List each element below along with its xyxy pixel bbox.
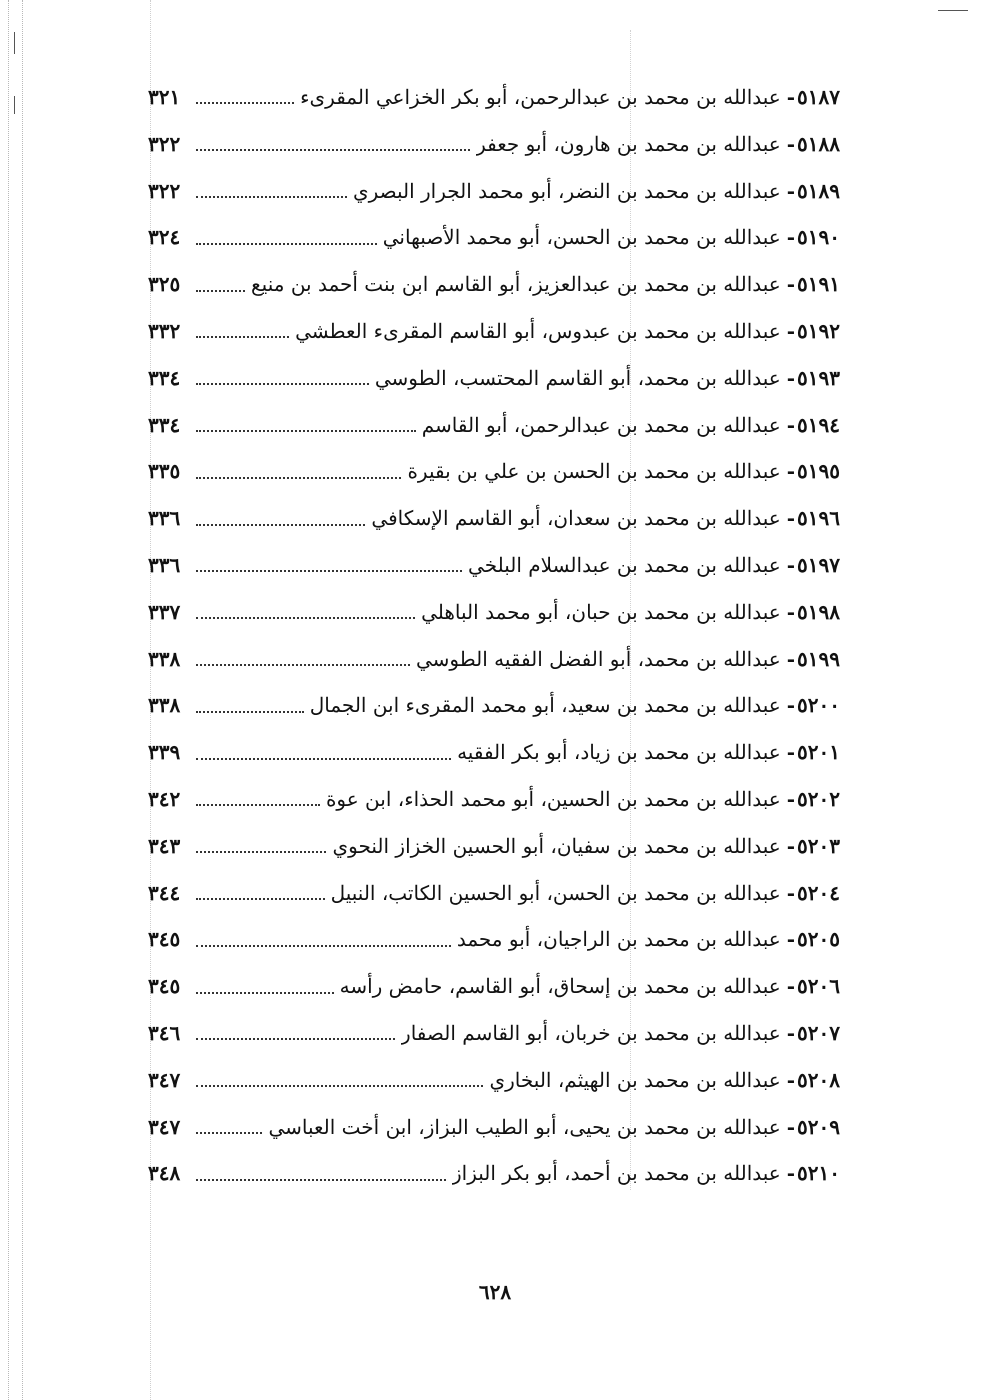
entry-separator: - [786, 506, 796, 531]
entry-page-number: ٣٣٥ [148, 459, 181, 484]
entry-number: ٥١٨٨ [797, 131, 840, 156]
entry-title: عبدالله بن محمد بن حبان، أبو محمد الباهلي [421, 599, 781, 624]
entry-number: ٥١٩٢ [797, 318, 840, 343]
entry-number: ٥١٩٥ [797, 459, 840, 484]
entry-separator: - [786, 599, 796, 624]
entry-page-number: ٣٤٣ [148, 833, 181, 858]
toc-entry [148, 1104, 840, 1151]
entry-title: عبدالله بن محمد بن عبدوس، أبو القاسم المقرىء العطشي [295, 318, 781, 343]
entry-number: ٥١٨٩ [797, 178, 840, 203]
dot-leader [196, 383, 369, 385]
toc-entry [148, 963, 840, 1010]
entry-separator: - [786, 552, 796, 577]
entry-page-number: ٣٢٢ [148, 131, 181, 156]
entry-page-number: ٣٣٤ [148, 365, 181, 390]
toc-entry [148, 776, 840, 823]
entry-title: عبدالله بن محمد بن عبدالعزيز، أبو القاسم ابن بنت أحمد بن منيع [251, 272, 781, 297]
entry-page-number: ٣٤٢ [148, 786, 181, 811]
entry-title: عبدالله بن محمد بن أحمد، أبو بكر البزاز [452, 1161, 781, 1186]
toc-entry [148, 74, 840, 121]
toc-entry [148, 729, 840, 776]
toc-entry [148, 589, 840, 636]
entry-number: ٥٢١٠ [797, 1161, 840, 1186]
scan-mark [14, 32, 15, 54]
entry-separator: - [786, 786, 796, 811]
entry-number: ٥٢٠٣ [797, 833, 840, 858]
entry-title: عبدالله بن محمد بن خربان، أبو القاسم الصفار [401, 1020, 781, 1045]
dot-leader [196, 945, 451, 947]
entry-page-number: ٣٣٦ [148, 552, 181, 577]
entry-number: ٥٢٠٤ [797, 880, 840, 905]
entry-number: ٥٢٠٧ [797, 1020, 840, 1045]
entry-page-number: ٣٤٦ [148, 1020, 181, 1045]
entry-title: عبدالله بن محمد، أبو الفضل الفقيه الطوسي [416, 646, 781, 671]
entry-number: ٥١٩٦ [797, 506, 840, 531]
scan-mark [938, 10, 968, 11]
entry-title: عبدالله بن محمد بن سفيان، أبو الحسين الخزاز النحوي [332, 833, 781, 858]
dot-leader [196, 711, 304, 713]
entry-number: ٥١٩٤ [797, 412, 840, 437]
dot-leader [196, 758, 451, 760]
entry-title: عبدالله بن محمد بن زياد، أبو بكر الفقيه [457, 740, 781, 765]
entry-page-number: ٣٢٥ [148, 272, 181, 297]
toc-entry [148, 355, 840, 402]
dot-leader [196, 430, 416, 432]
page-number: ٦٢٨ [478, 1280, 512, 1304]
entry-number: ٥٢٠٩ [797, 1114, 840, 1139]
entry-separator: - [786, 459, 796, 484]
toc-entry [148, 121, 840, 168]
entry-separator: - [786, 318, 796, 343]
toc-entry [148, 261, 840, 308]
toc-entry [148, 168, 840, 215]
entry-title: عبدالله بن محمد بن الحسن، أبو محمد الأصبهاني [382, 225, 781, 250]
entry-number: ٥٢٠٦ [797, 974, 840, 999]
entry-page-number: ٣٣٨ [148, 646, 181, 671]
scan-guide-line [8, 0, 9, 1400]
entry-title: عبدالله بن محمد بن الحسن، أبو الحسين الكاتب، النبيل [330, 880, 781, 905]
scan-guide-line [22, 0, 23, 1400]
dot-leader [196, 524, 365, 526]
toc-entry [148, 1150, 840, 1197]
entry-separator: - [786, 833, 796, 858]
entry-title: عبدالله بن محمد بن هارون، أبو جعفر [476, 131, 781, 156]
entry-number: ٥١٩٠ [797, 225, 840, 250]
entry-page-number: ٣٢٤ [148, 225, 181, 250]
entry-separator: - [786, 740, 796, 765]
entry-number: ٥٢٠١ [797, 740, 840, 765]
entry-page-number: ٣٤٧ [148, 1114, 181, 1139]
entry-page-number: ٣٤٥ [148, 974, 181, 999]
dot-leader [196, 1179, 446, 1181]
entry-number: ٥٢٠٠ [797, 693, 840, 718]
dot-leader [196, 336, 289, 338]
entry-page-number: ٣٤٥ [148, 927, 181, 952]
entry-title: عبدالله بن محمد بن عبدالرحمن، أبو القاسم [421, 412, 781, 437]
entry-separator: - [786, 693, 796, 718]
dot-leader [196, 102, 294, 104]
entry-title: عبدالله بن محمد بن النضر، أبو محمد الجرار البصري [352, 178, 781, 203]
entry-title: عبدالله بن محمد بن عبدالسلام البلخي [468, 552, 781, 577]
entry-page-number: ٣٣٨ [148, 693, 181, 718]
entry-separator: - [786, 272, 796, 297]
toc-entry [148, 1057, 840, 1104]
entry-title: عبدالله بن محمد بن سعيد، أبو محمد المقرىء ابن الجمال [309, 693, 781, 718]
entry-title: عبدالله بن محمد بن الهيثم، البخاري [489, 1067, 781, 1092]
dot-leader [196, 477, 401, 479]
toc-entry [148, 1010, 840, 1057]
entry-page-number: ٣٣٧ [148, 599, 181, 624]
dot-leader [196, 664, 410, 666]
entry-separator: - [786, 131, 796, 156]
dot-leader [196, 243, 377, 245]
entry-title: عبدالله بن محمد بن الراجيان، أبو محمد [456, 927, 781, 952]
entry-number: ٥١٩٩ [797, 646, 840, 671]
entry-title: عبدالله بن محمد بن الحسين، أبو محمد الحذاء، ابن عوة [325, 786, 781, 811]
toc-entry [148, 448, 840, 495]
entry-separator: - [786, 1114, 796, 1139]
entry-separator: - [786, 927, 796, 952]
toc-entry [148, 402, 840, 449]
dot-leader [196, 898, 325, 900]
entry-separator: - [786, 1067, 796, 1092]
entry-separator: - [786, 85, 796, 109]
entry-page-number: ٣٣٢ [148, 318, 181, 343]
toc-entry [148, 542, 840, 589]
table-of-contents [148, 74, 840, 1197]
entry-separator: - [786, 646, 796, 671]
entry-separator: - [786, 880, 796, 905]
entry-separator: - [786, 1020, 796, 1045]
entry-page-number: ٣٣٦ [148, 506, 181, 531]
dot-leader [196, 1038, 395, 1040]
entry-page-number: ٣٤٨ [148, 1161, 181, 1186]
entry-number: ٥١٩٨ [797, 599, 840, 624]
toc-entry [148, 308, 840, 355]
toc-entry [148, 682, 840, 729]
entry-page-number: ٣٢١ [148, 85, 181, 109]
toc-entry [148, 214, 840, 261]
entry-title: عبدالله بن محمد بن عبدالرحمن، أبو بكر الخزاعي المقرىء [300, 85, 781, 109]
dot-leader [196, 570, 462, 572]
entry-page-number: ٣٣٤ [148, 412, 181, 437]
entry-page-number: ٣٢٢ [148, 178, 181, 203]
entry-title: عبدالله بن محمد بن الحسن بن علي بن بقيرة [407, 459, 781, 484]
dot-leader [196, 804, 320, 806]
entry-separator: - [786, 412, 796, 437]
entry-separator: - [786, 365, 796, 390]
entry-number: ٥٢٠٨ [797, 1067, 840, 1092]
entry-separator: - [786, 225, 796, 250]
entry-page-number: ٣٤٤ [148, 880, 181, 905]
dot-leader [196, 196, 347, 198]
toc-entry [148, 870, 840, 917]
dot-leader [196, 290, 245, 292]
entry-number: ٥١٩٧ [797, 552, 840, 577]
entry-title: عبدالله بن محمد، أبو القاسم المحتسب، الطوسي [374, 365, 781, 390]
dot-leader [196, 1132, 262, 1134]
toc-entry [148, 495, 840, 542]
entry-separator: - [786, 1161, 796, 1186]
entry-title: عبدالله بن محمد بن يحيى، أبو الطيب البزاز، ابن أخت العباسي [268, 1114, 781, 1139]
dot-leader [196, 1085, 483, 1087]
entry-title: عبدالله بن محمد بن سعدان، أبو القاسم الإسكافي [371, 506, 781, 531]
dot-leader [196, 149, 470, 151]
dot-leader [196, 992, 334, 994]
entry-number: ٥١٨٧ [797, 85, 840, 109]
toc-entry [148, 823, 840, 870]
entry-number: ٥١٩١ [797, 272, 840, 297]
scan-mark [14, 96, 15, 114]
entry-number: ٥٢٠٥ [797, 927, 840, 952]
entry-separator: - [786, 974, 796, 999]
entry-page-number: ٣٤٧ [148, 1067, 181, 1092]
entry-number: ٥١٩٣ [797, 365, 840, 390]
entry-page-number: ٣٣٩ [148, 740, 181, 765]
toc-entry [148, 916, 840, 963]
dot-leader [196, 617, 415, 619]
entry-separator: - [786, 178, 796, 203]
entry-number: ٥٢٠٢ [797, 786, 840, 811]
entry-title: عبدالله بن محمد بن إسحاق، أبو القاسم، حامض رأسه [339, 974, 781, 999]
toc-entry [148, 636, 840, 683]
dot-leader [196, 851, 326, 853]
